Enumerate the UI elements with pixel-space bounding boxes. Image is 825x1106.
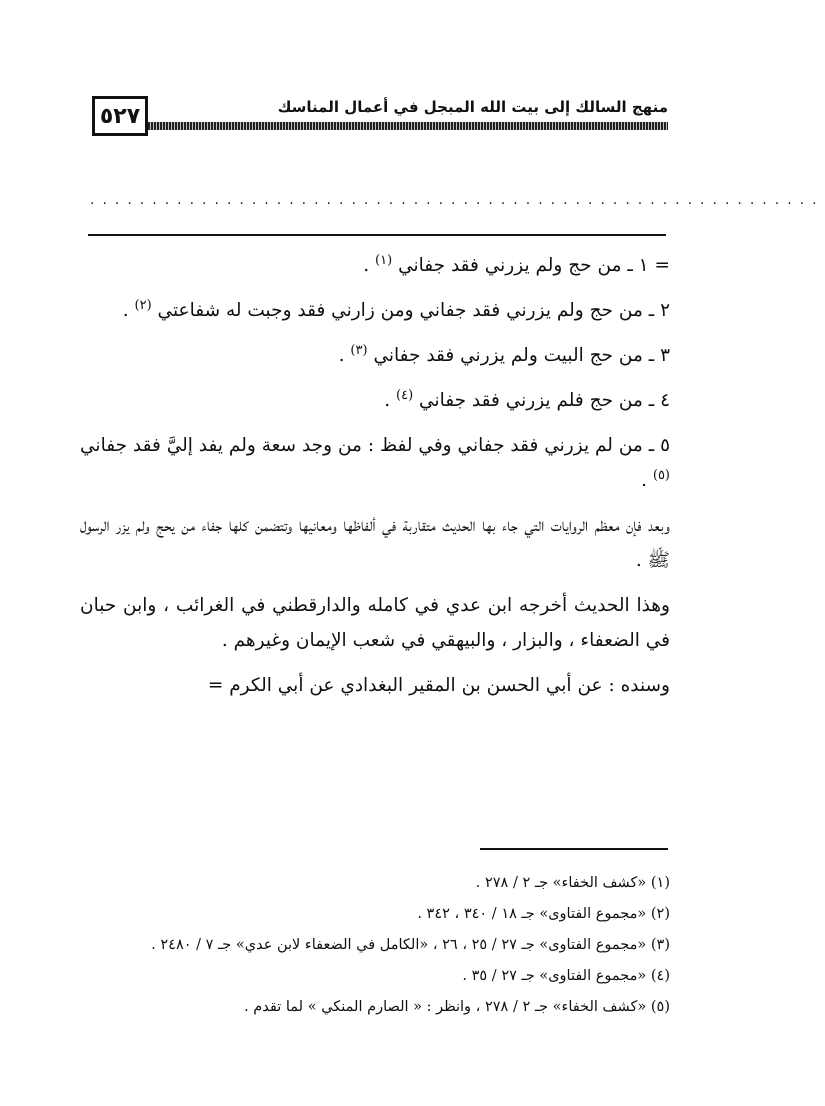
main-text — [80, 248, 670, 713]
running-title: منهج السالك إلى بيت الله المبجل في أعمال المناسك — [277, 98, 668, 116]
footnote-ref-1[interactable]: (١) — [375, 252, 393, 268]
footnote-3: (٣) «مجموع الفتاوى» جـ ٢٧ / ٢٥ ، ٢٦ ، «الكامل في الضعفاء لابن عدي» جـ ٧ / ٢٤٨٠ . — [151, 937, 670, 953]
footnote-ref-3[interactable]: (٣) — [350, 342, 368, 358]
paragraph-commentary: وبعد فإن معظم الروايات التي جاء بها الحديث متقاربة في ألفاظها ومعانيها وتتضمن كلها جفاء من يحج ولم يزر الرسول ﷺ . — [80, 515, 670, 571]
narration-3: ٣ ـ من حج البيت ولم يزرني فقد جفاني $^{(٣)}$ . — [338, 342, 670, 366]
footnote-2: (٢) «مجموع الفتاوى» جـ ١٨ / ٣٤٠ ، ٣٤٢ . — [417, 906, 670, 922]
narration-5: ٥ ـ من لم يزرني فقد جفاني وفي لفظ : من وجد سعة ولم يفد إليَّ فقد جفاني $^{(٥)}$ . — [80, 435, 670, 491]
footnote-rule — [480, 848, 668, 850]
header-rule — [148, 122, 668, 130]
dotted-separator: ........................................................... — [90, 192, 825, 208]
footnote-5: (٥) «كشف الخفاء» جـ ٢ / ٢٧٨ ، وانظر : « الصارم المنكي » لما تقدم . — [244, 999, 670, 1015]
narration-4: ٤ ـ من حج فلم يزرني فقد جفاني $^{(٤)}$ . — [384, 387, 670, 411]
footnote-ref-2[interactable]: (٢) — [134, 297, 152, 313]
footnote-4: (٤) «مجموع الفتاوى» جـ ٢٧ / ٣٥ . — [462, 968, 670, 984]
narration-1: = ١ ـ من حج ولم يزرني فقد جفاني $^{(١)}$ . — [363, 252, 670, 276]
horizontal-rule — [88, 234, 666, 236]
footnotes — [88, 868, 670, 1023]
footnote-1: (١) «كشف الخفاء» جـ ٢ / ٢٧٨ . — [475, 875, 670, 891]
paragraph-sources: وهذا الحديث أخرجه ابن عدي في كامله والدارقطني في الغرائب ، وابن حبان في الضعفاء ، والبزار ، والبيهقي في شعب الإيمان وغيرهم . — [80, 595, 670, 651]
footnote-ref-4[interactable]: (٤) — [396, 387, 414, 403]
footnote-ref-5[interactable]: (٥) — [652, 467, 670, 483]
page-number: ٥٢٧ — [92, 96, 148, 136]
narration-2: ٢ ـ من حج ولم يزرني فقد جفاني ومن زارني فقد وجبت له شفاعتي $^{(٢)}$ . — [122, 297, 670, 321]
paragraph-chain: وسنده : عن أبي الحسن بن المقير البغدادي عن أبي الكرم = — [207, 675, 670, 696]
page-header — [92, 92, 668, 144]
